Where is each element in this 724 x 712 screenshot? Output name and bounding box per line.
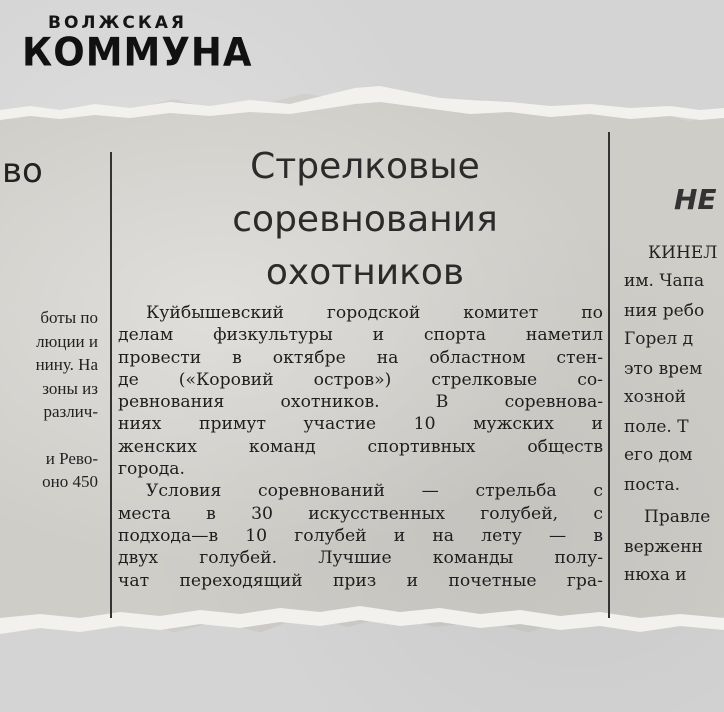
- right-line: верженн: [624, 537, 703, 557]
- right-column: [620, 150, 724, 610]
- right-column-heading: НЕ: [674, 183, 717, 216]
- article-title-line: охотников: [265, 252, 465, 293]
- torn-edge-top: [0, 84, 724, 124]
- article-line: делам физкультуры и спорта наметил: [118, 325, 603, 346]
- article-line: Условия соревнований — стрельба с: [146, 481, 603, 502]
- left-line: различ-: [43, 402, 98, 421]
- left-line: зоны из: [42, 378, 98, 398]
- right-line: им. Чапа: [624, 271, 705, 291]
- left-column: [0, 150, 104, 610]
- article-line: женских команд спортивных обществ: [118, 436, 603, 457]
- right-line: поле. Т: [624, 417, 689, 437]
- article-line: ревнования охотников. В соревнова-: [118, 392, 603, 413]
- left-line: и Рево-: [45, 448, 98, 468]
- article-line: двух голубей. Лучшие команды полу-: [118, 548, 603, 569]
- article-line: места в 30 искусственных голубей, с: [118, 503, 603, 524]
- left-line: оно 450: [42, 472, 98, 491]
- right-line: ния ребо: [624, 301, 705, 321]
- right-line: КИНЕЛ: [648, 243, 718, 263]
- right-line: поста.: [624, 475, 681, 495]
- column-rule-right: [608, 132, 610, 618]
- article-body: [118, 302, 603, 592]
- right-line: нюха и: [624, 565, 687, 585]
- article-line: Куйбышевский городской комитет по: [146, 303, 603, 323]
- left-line: люции и: [36, 331, 98, 351]
- article-title-line: Стрелковые: [250, 146, 480, 187]
- article-title: [200, 140, 530, 299]
- newspaper-logo: [22, 13, 253, 76]
- right-line: его дом: [624, 445, 693, 465]
- left-line: боты по: [40, 308, 98, 327]
- article-line: де («Коровий остров») стрелковые со-: [118, 369, 603, 390]
- article-title-line: соревнования: [232, 199, 498, 240]
- torn-edge-bottom: [0, 604, 724, 644]
- right-line: Правле: [644, 507, 711, 527]
- left-line: [36, 424, 98, 447]
- logo-bottom-text: КОММУНА: [22, 29, 253, 76]
- left-line: нину. На: [35, 355, 98, 374]
- right-line: хозной: [624, 387, 686, 407]
- article-line: подхода—в 10 голубей и на лету — в: [118, 525, 603, 546]
- article-line: города.: [118, 459, 185, 480]
- right-line: Горел д: [624, 329, 694, 349]
- left-column-heading: во: [2, 151, 43, 191]
- right-line: это врем: [624, 359, 703, 379]
- column-rule-left: [110, 152, 112, 618]
- logo-top-text: ВОЛЖСКАЯ: [48, 13, 187, 33]
- article-line: провести в октябре на областном стен-: [118, 347, 603, 368]
- article-line: чат переходящий приз и почетные гра-: [118, 570, 603, 591]
- article-line: ниях примут участие 10 мужских и: [118, 414, 603, 435]
